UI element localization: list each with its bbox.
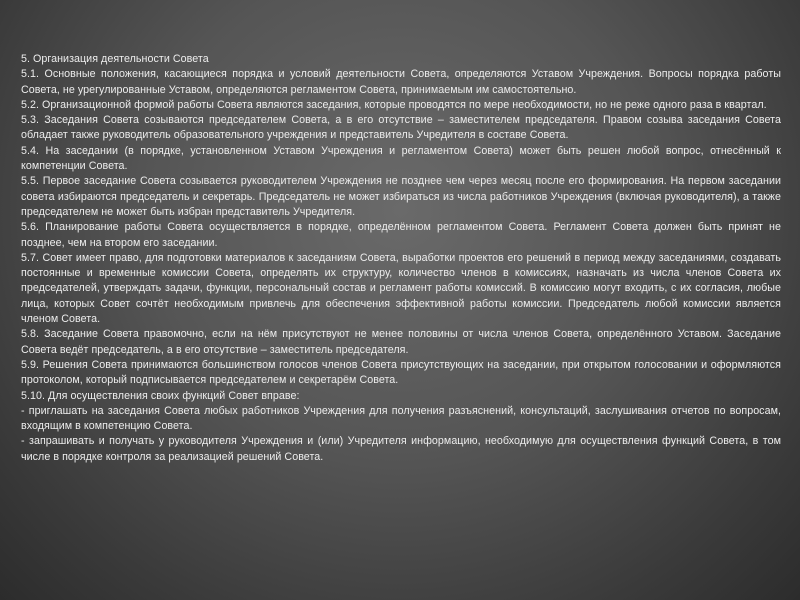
clause-5-3: 5.3. Заседания Совета созываются председателем Совета, а в его отсутствие – заместителем председателя. Правом созыва заседания Совета обладает также руководитель образовательного учреждения и представитель Учредителя в составе Совета.: [21, 114, 781, 142]
clause-5-4: 5.4. На заседании (в порядке, установленном Уставом Учреждения и регламентом Совета) может быть решен любой вопрос, отнесённый к компетенции Совета.: [21, 144, 781, 173]
clause-5-6: 5.6. Планирование работы Совета осуществляется в порядке, определённом регламентом Совета. Регламент Совета должен быть принят не позднее, чем на втором его заседании.: [21, 221, 781, 249]
clause-5-5: 5.5. Первое заседание Совета созывается руководителем Учреждения не позднее чем через месяц после его формирования. На первом заседании совета избираются председатель и секретарь. Председатель не может избираться из числа работников Учреждения (включая руководителя), а также председателем не может быть избран представитель Учредителя.: [21, 175, 781, 218]
clause-5-1: 5.1. Основные положения, касающиеся порядка и условий деятельности Совета, определяются Уставом Учреждения. Вопросы порядка работы Совета, не урегулированные Уставом, определяются регламентом Совета, принимаемым им самостоятельно.: [21, 68, 781, 96]
section-heading: 5. Организация деятельности Совета: [21, 53, 209, 65]
list-item-request: - запрашивать и получать у руководителя Учреждения и (или) Учредителя информацию, необходимую для осуществления функций Совета, в том числе в порядке контроля за реализацией решений Совета.: [21, 435, 781, 463]
clause-5-2: 5.2. Организационной формой работы Совета являются заседания, которые проводятся по мере необходимости, но не реже одного раза в квартал.: [21, 98, 767, 111]
clause-5-7: 5.7. Совет имеет право, для подготовки материалов к заседаниям Совета, выработки проектов его решений в период между заседаниями, создавать постоянные и временные комиссии Совета, определять их структуру, количество членов в комиссиях, назначать из числа членов Совета их председателей, утверждать задачи, функции, персональный состав и регламент работы комиссий. В комиссию могут входить, с их согласия, любые лица, которых Совет сочтёт необходимым привлечь для обеспечения эффективной работы комиссии. Председатель любой комиссии является членом Совета.: [21, 251, 781, 326]
clause-5-10: 5.10. Для осуществления своих функций Совет вправе:: [21, 389, 300, 402]
clause-5-8: 5.8. Заседание Совета правомочно, если на нём присутствуют не менее половины от числа членов Совета, определённого Уставом. Заседание Совета ведёт председатель, а в его отсутствие – заместитель председателя.: [21, 328, 781, 356]
list-item-invite: - приглашать на заседания Совета любых работников Учреждения для получения разъяснений, консультаций, заслушивания отчетов по вопросам, входящим в компетенцию Совета.: [21, 404, 781, 433]
clause-5-9: 5.9. Решения Совета принимаются большинством голосов членов Совета присутствующих на заседании, при открытом голосовании и оформляются протоколом, который подписывается председателем и секретарём Совета.: [21, 358, 781, 387]
slide-text-block: [21, 52, 781, 465]
